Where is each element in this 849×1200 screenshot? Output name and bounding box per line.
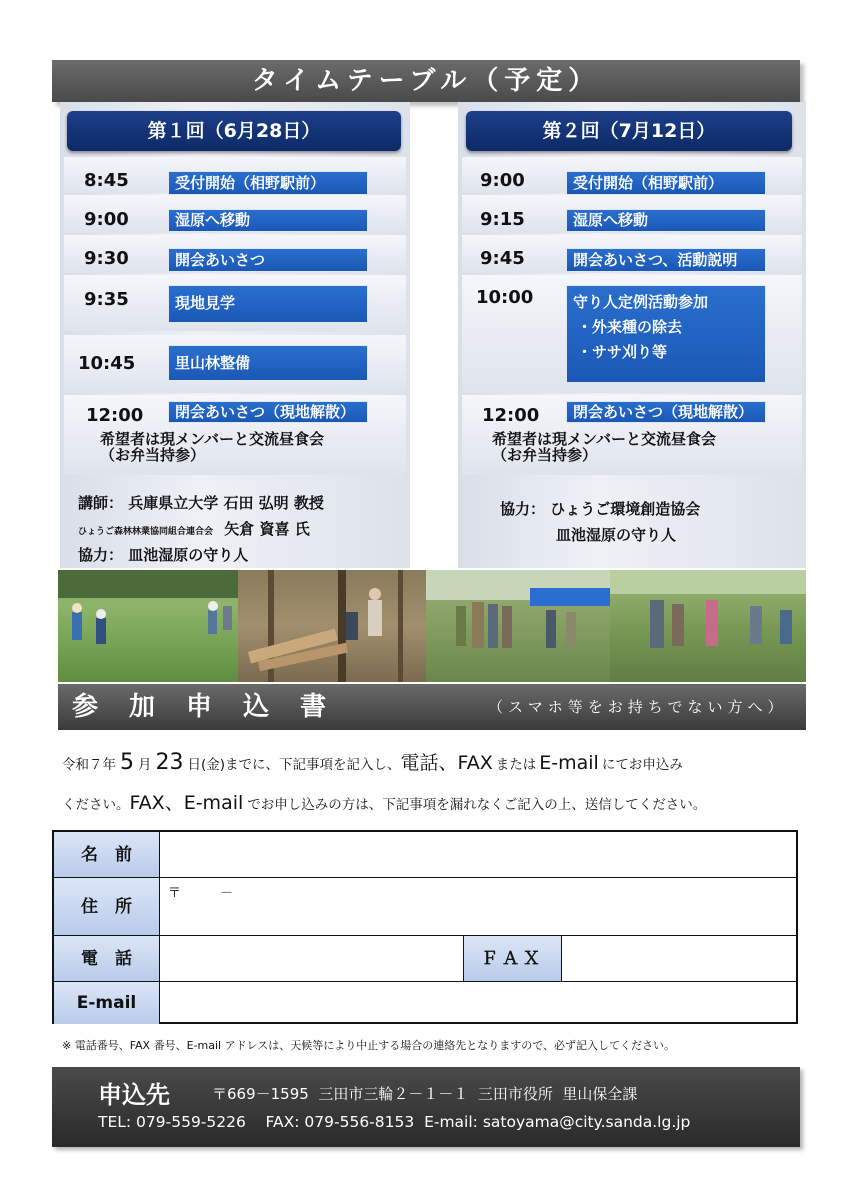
contact-footer [52,1067,800,1147]
activity-box: 受付開始（相野駅前） [566,171,766,195]
email-field[interactable] [160,982,798,1024]
application-subtitle: （スマホ等をお持ちでない方へ） [488,698,788,716]
cooperation-credit-2: 皿池湿原の守り人 [556,526,677,544]
timetable-title: タイムテーブル（予定） [52,60,800,102]
email-label: E-mail [54,982,160,1024]
photo-forest-work [238,570,426,682]
address-field[interactable] [160,878,798,936]
phone-label: 電 話 [54,936,160,982]
time-label: 9:35 [84,289,129,310]
contact-footnote: ※ 電話番号、FAX 番号、E-mail アドレスは、天候等により中止する場合の連絡先となりますので、必ず記入してください。 [62,1039,676,1052]
application-instructions-line-2: ください。FAX、E-mail でお申し込みの方は、下記事項を漏れなくご記入の上、送信してください。 [62,792,707,814]
instructor-credit: 講師： 兵庫県立大学 石田 弘明 教授 [78,494,324,512]
contact-phone-fax-email: TEL: 079-559-5226 FAX: 079-556-8153 E-mail: satoyama@city.sanda.lg.jp [98,1113,691,1131]
activity-box: 閉会あいさつ（現地解散） [168,401,368,423]
photo-group-gathering [426,570,610,682]
cooperation-credit: 協力： 皿池湿原の守り人 [78,546,249,564]
time-label: 9:15 [480,209,525,230]
name-field[interactable] [160,832,798,878]
time-label: 9:00 [84,209,129,230]
time-label: 9:00 [480,170,525,191]
activity-box: 閉会あいさつ（現地解散） [566,401,766,423]
session-1-heading: 第１回（6月28日） [67,111,401,151]
schedule-row [64,235,406,273]
activity-box: 守り人定例活動参加 ・外来種の除去 ・ササ刈り等 [566,285,766,383]
session-1-column [60,102,410,568]
time-label: 9:45 [480,248,525,269]
lunch-note: 希望者は現メンバーと交流昼食会 （お弁当持参） [100,430,324,464]
schedule-row [64,195,406,233]
schedule-row [462,235,802,273]
schedule-row [64,335,406,393]
photo-field-lecture [610,570,806,682]
schedule-row [462,157,802,193]
address-label: 住 所 [54,878,160,936]
application-form [52,830,798,1024]
activity-box: 湿原へ移動 [566,209,766,232]
name-label: 名 前 [54,832,160,878]
application-instructions-line-1: 令和７年 5 月 23 日(金)までに、下記事項を記入し、電話、FAX または E-mail にてお申込み [62,750,683,775]
activity-box: 湿原へ移動 [168,209,368,232]
time-label: 10:45 [78,353,136,374]
schedule-row [64,157,406,193]
activity-box: 受付開始（相野駅前） [168,171,368,195]
association-credit: ひょうご森林林業協同組合連合会 矢倉 資喜 氏 [78,520,310,538]
fax-label: ＦＡＸ [464,936,562,982]
activity-box: 開会あいさつ [168,248,368,272]
schedule-row [64,395,406,475]
contact-address: 〒669－1595 三田市三輪２－１－１ 三田市役所 里山保全課 [212,1085,638,1103]
session-2-heading: 第２回（7月12日） [466,111,792,151]
time-label: 10:00 [476,287,534,308]
time-label: 9:30 [84,248,129,269]
application-form-header [58,684,806,730]
photo-wetland-walk [58,570,238,682]
schedule-row [64,275,406,331]
phone-field[interactable] [160,936,464,982]
schedule-row [462,275,802,393]
activity-box: 里山林整備 [168,345,368,381]
contact-heading: 申込先 [98,1081,170,1109]
activity-box: 開会あいさつ、活動説明 [566,248,766,272]
lunch-note: 希望者は現メンバーと交流昼食会 （お弁当持参） [492,430,716,464]
time-label: 8:45 [84,170,129,191]
time-label: 12:00 [482,405,540,426]
schedule-row [462,395,802,475]
session-2-column [458,102,806,568]
application-title: 参加申込書 [72,692,358,722]
time-label: 12:00 [86,405,144,426]
fax-field[interactable] [562,936,798,982]
postal-code-mark: 〒 － [168,886,234,901]
schedule-row [462,195,802,233]
cooperation-credit: 協力： ひょうご環境創造協会 [500,500,701,518]
activity-box: 現地見学 [168,285,368,323]
